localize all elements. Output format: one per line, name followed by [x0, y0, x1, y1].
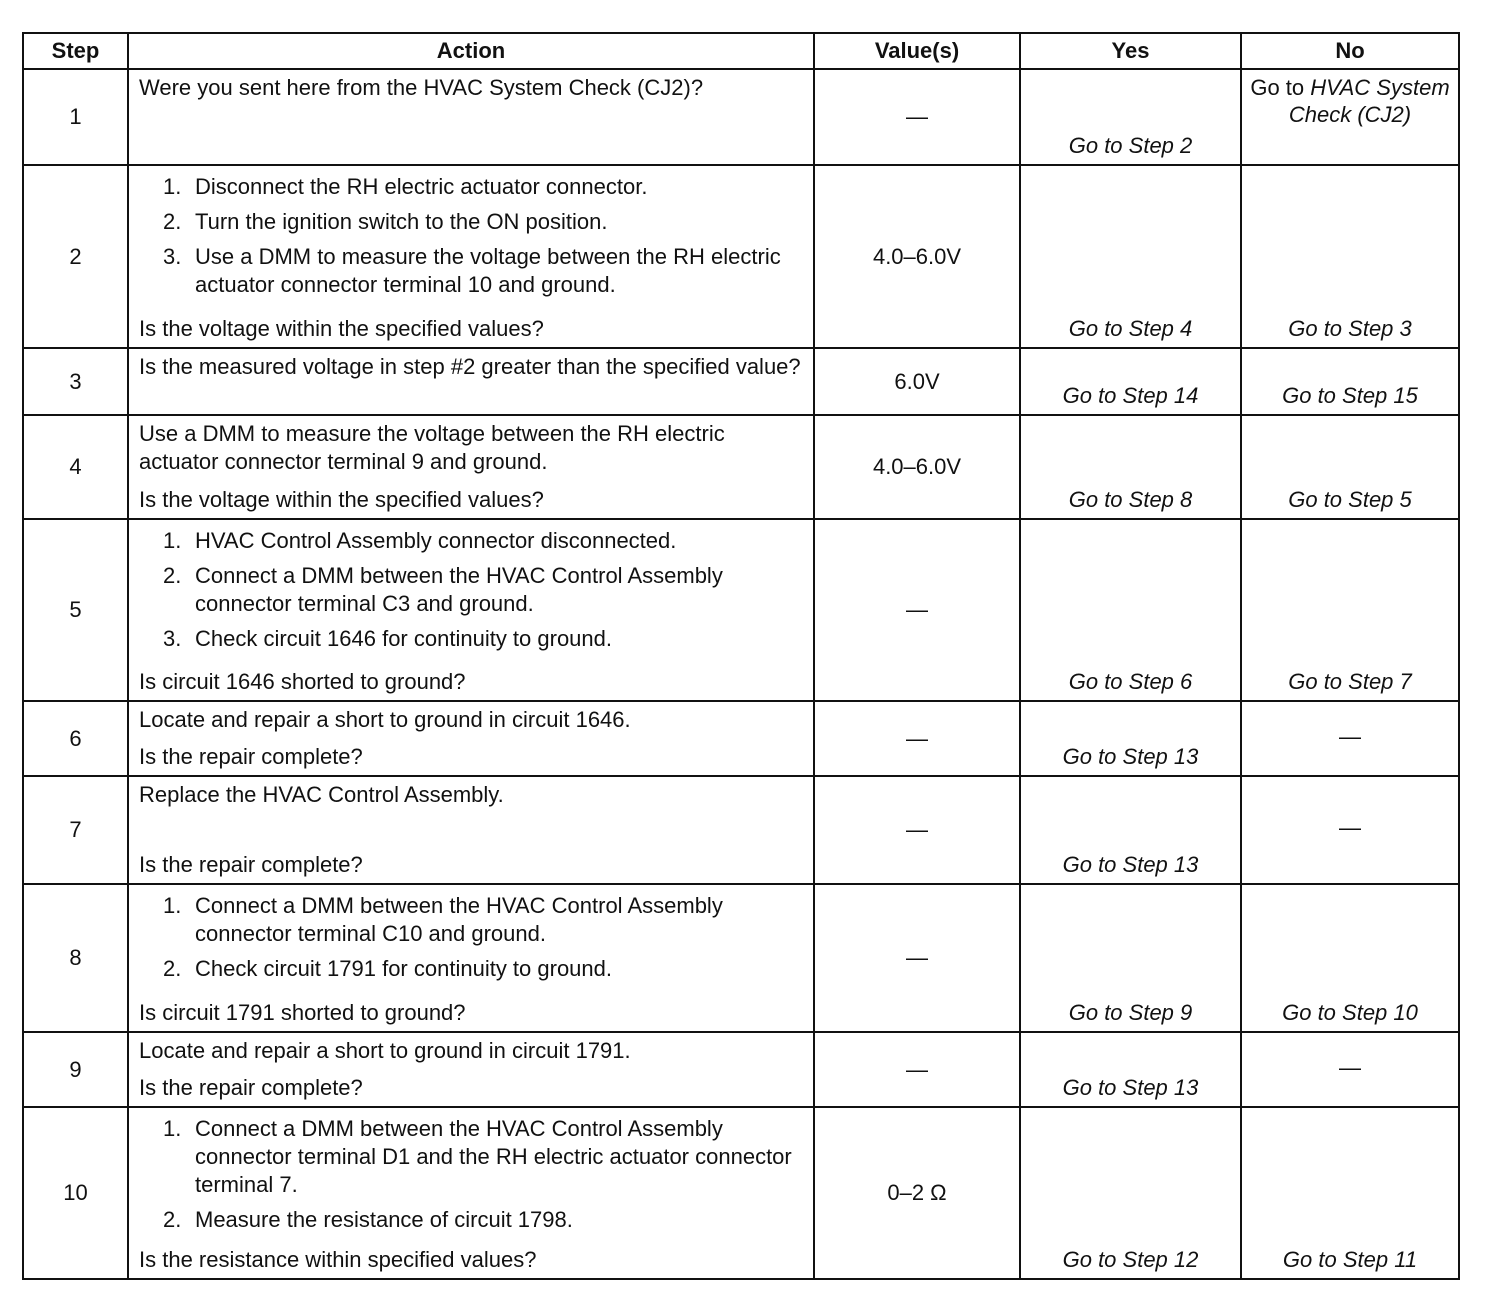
- action-cell: [128, 884, 814, 1032]
- item-number: 2.: [163, 209, 182, 234]
- no-cell[interactable]: Go to Step 7: [1241, 519, 1459, 701]
- item-number: 3.: [163, 626, 182, 651]
- table-row: [23, 519, 1459, 701]
- action-list: [139, 173, 803, 299]
- action-question: Is the resistance within specified values?: [139, 1247, 537, 1272]
- item-text: HVAC Control Assembly connector disconnected.: [195, 528, 677, 553]
- step-number: 4: [23, 415, 128, 519]
- item-text: Turn the ignition switch to the ON position.: [195, 209, 608, 234]
- action-item: [163, 527, 803, 555]
- action-cell: [128, 776, 814, 884]
- step-number: 7: [23, 776, 128, 884]
- action-text: Locate and repair a short to ground in circuit 1646.: [139, 707, 631, 732]
- action-question: Is the voltage within the specified values?: [139, 316, 544, 341]
- table-row: [23, 165, 1459, 348]
- value-cell: —: [814, 701, 1020, 776]
- item-number: 2.: [163, 563, 182, 588]
- item-text: Check circuit 1791 for continuity to ground.: [195, 956, 613, 981]
- header-row: [23, 33, 1459, 69]
- step-number: 10: [23, 1107, 128, 1279]
- item-number: 1.: [163, 893, 182, 918]
- no-cell: —: [1241, 701, 1459, 776]
- no-cell[interactable]: Go to Step 3: [1241, 165, 1459, 348]
- step-number: 6: [23, 701, 128, 776]
- step-number: 1: [23, 69, 128, 165]
- value-cell: —: [814, 1032, 1020, 1107]
- no-cell[interactable]: Go to Step 10: [1241, 884, 1459, 1032]
- no-cell[interactable]: Go to Step 11: [1241, 1107, 1459, 1279]
- table-row: [23, 1107, 1459, 1279]
- step-number: 8: [23, 884, 128, 1032]
- no-prefix: Go to: [1250, 75, 1305, 100]
- yes-cell[interactable]: Go to Step 14: [1020, 348, 1241, 415]
- action-list: [139, 892, 803, 983]
- action-item: [163, 1115, 803, 1199]
- action-question: Is circuit 1646 shorted to ground?: [139, 669, 466, 694]
- action-item: [163, 173, 803, 201]
- diagnostic-table: [22, 32, 1460, 1280]
- no-link[interactable]: HVAC System Check (CJ2): [1288, 75, 1450, 127]
- action-list: [139, 527, 803, 653]
- value-cell: 4.0–6.0V: [814, 415, 1020, 519]
- action-question: Is the voltage within the specified values?: [139, 487, 544, 512]
- value-cell: —: [814, 884, 1020, 1032]
- action-text: Locate and repair a short to ground in circuit 1791.: [139, 1038, 631, 1063]
- step-number: 9: [23, 1032, 128, 1107]
- no-cell: —: [1241, 1032, 1459, 1107]
- action-item: [163, 243, 803, 299]
- step-number: 5: [23, 519, 128, 701]
- value-cell: —: [814, 776, 1020, 884]
- action-question: Is the repair complete?: [139, 1075, 363, 1100]
- action-text: Replace the HVAC Control Assembly.: [139, 782, 504, 807]
- header-step: Step: [23, 33, 128, 69]
- yes-cell[interactable]: Go to Step 13: [1020, 701, 1241, 776]
- table-row: [23, 701, 1459, 776]
- header-values: Value(s): [814, 33, 1020, 69]
- action-item: [163, 1206, 803, 1234]
- item-number: 2.: [163, 1207, 182, 1232]
- item-number: 2.: [163, 956, 182, 981]
- item-number: 1.: [163, 174, 182, 199]
- item-text: Check circuit 1646 for continuity to ground.: [195, 626, 613, 651]
- action-cell: [128, 1032, 814, 1107]
- action-cell: [128, 701, 814, 776]
- item-text: Disconnect the RH electric actuator connector.: [195, 174, 648, 199]
- item-number: 1.: [163, 528, 182, 553]
- no-cell: [1241, 69, 1459, 165]
- header-no: No: [1241, 33, 1459, 69]
- action-question: Is the repair complete?: [139, 852, 363, 877]
- action-item: [163, 208, 803, 236]
- no-cell[interactable]: Go to Step 15: [1241, 348, 1459, 415]
- table-row: [23, 1032, 1459, 1107]
- table-row: [23, 776, 1459, 884]
- action-cell: [128, 415, 814, 519]
- table-row: [23, 884, 1459, 1032]
- step-number: 3: [23, 348, 128, 415]
- item-text: Connect a DMM between the HVAC Control Assembly connector terminal C10 and ground.: [195, 893, 723, 946]
- no-cell: —: [1241, 776, 1459, 884]
- action-cell: [128, 519, 814, 701]
- action-text: Use a DMM to measure the voltage between the RH electric actuator connector terminal 9 and ground.: [139, 421, 725, 474]
- value-cell: 6.0V: [814, 348, 1020, 415]
- value-cell: 0–2 Ω: [814, 1107, 1020, 1279]
- yes-cell[interactable]: Go to Step 13: [1020, 776, 1241, 884]
- item-text: Connect a DMM between the HVAC Control Assembly connector terminal C3 and ground.: [195, 563, 723, 616]
- action-item: [163, 562, 803, 618]
- item-text: Measure the resistance of circuit 1798.: [195, 1207, 573, 1232]
- action-cell: [128, 69, 814, 165]
- action-text: Were you sent here from the HVAC System Check (CJ2)?: [139, 75, 704, 100]
- yes-cell[interactable]: Go to Step 9: [1020, 884, 1241, 1032]
- value-cell: 4.0–6.0V: [814, 165, 1020, 348]
- yes-cell[interactable]: Go to Step 6: [1020, 519, 1241, 701]
- yes-cell[interactable]: Go to Step 2: [1020, 69, 1241, 165]
- action-cell: [128, 165, 814, 348]
- header-action: Action: [128, 33, 814, 69]
- item-number: 3.: [163, 244, 182, 269]
- table-row: [23, 348, 1459, 415]
- item-number: 1.: [163, 1116, 182, 1141]
- yes-cell[interactable]: Go to Step 4: [1020, 165, 1241, 348]
- header-yes: Yes: [1020, 33, 1241, 69]
- action-item: [163, 955, 803, 983]
- action-question: Is the repair complete?: [139, 744, 363, 769]
- step-number: 2: [23, 165, 128, 348]
- value-cell: —: [814, 519, 1020, 701]
- action-list: [139, 1115, 803, 1234]
- action-question: Is circuit 1791 shorted to ground?: [139, 1000, 466, 1025]
- no-cell[interactable]: Go to Step 5: [1241, 415, 1459, 519]
- table-row: [23, 415, 1459, 519]
- action-text: Is the measured voltage in step #2 greater than the specified value?: [139, 354, 801, 379]
- action-cell: [128, 1107, 814, 1279]
- table-row: [23, 69, 1459, 165]
- yes-cell[interactable]: Go to Step 13: [1020, 1032, 1241, 1107]
- action-item: [163, 625, 803, 653]
- yes-cell[interactable]: Go to Step 12: [1020, 1107, 1241, 1279]
- action-item: [163, 892, 803, 948]
- value-cell: —: [814, 69, 1020, 165]
- item-text: Connect a DMM between the HVAC Control Assembly connector terminal D1 and the RH electric actuator connector terminal 7.: [195, 1116, 792, 1197]
- action-cell: [128, 348, 814, 415]
- yes-cell[interactable]: Go to Step 8: [1020, 415, 1241, 519]
- item-text: Use a DMM to measure the voltage between the RH electric actuator connector terminal 10 and ground.: [195, 244, 781, 297]
